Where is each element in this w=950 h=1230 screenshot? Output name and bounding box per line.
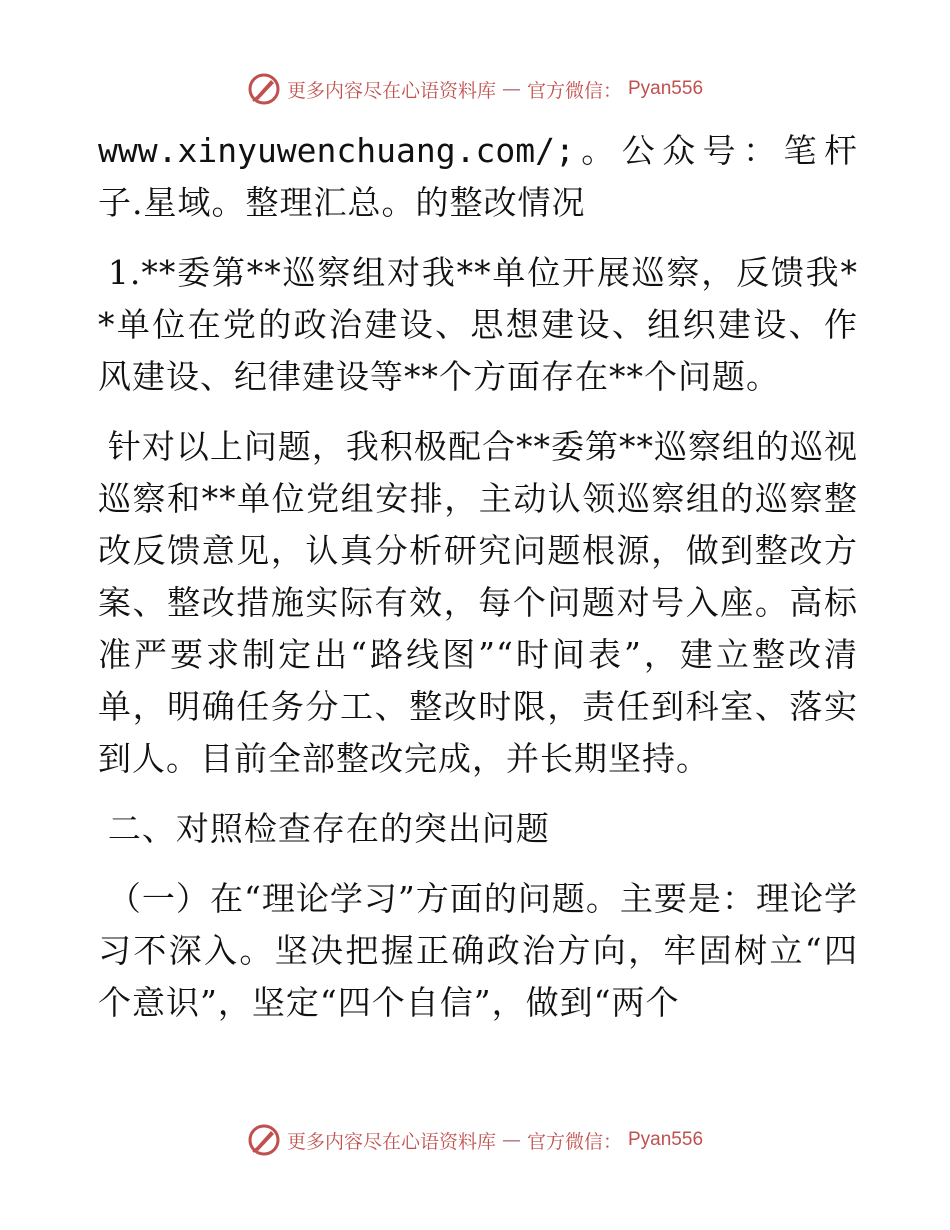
section-heading-2: 二、对照检查存在的突出问题 <box>107 809 550 848</box>
watermark-wechat-id: Pyan556 <box>628 78 704 99</box>
watermark-separator: — <box>501 1129 521 1151</box>
intro-text: 。公众号：笔杆子.星域。整理汇总。的整改情况 <box>98 131 858 222</box>
watermark-text: 更多内容尽在心语资料库 <box>286 79 496 102</box>
quill-logo-icon <box>247 1123 281 1157</box>
paragraph-2: 针对以上问题，我积极配合**委第**巡察组的巡视巡察和**单位党组安排，主动认领巡察组的巡察整改反馈意见，认真分析研究问题根源，做到整改方案、整改措施实际有效，每个问题对号入座。高标准严要求制定出“路线图”“时间表”，建立整改清单，明确任务分工、整改时限，责任到科室、落实到人。目前全部整改完成，并长期坚持。 <box>98 427 858 778</box>
watermark-separator: — <box>501 78 521 100</box>
intro-url: www.xinyuwenchuang.com/; <box>98 131 575 170</box>
intro-paragraph <box>98 125 858 229</box>
document-body <box>98 125 858 1029</box>
paragraph-1: 1.**委第**巡察组对我**单位开展巡察，反馈我**单位在党的政治建设、思想建设、组织建设、作风建设、纪律建设等**个方面存在**个问题。 <box>98 253 858 396</box>
watermark-wechat-label: 官方微信： <box>526 1130 622 1153</box>
paragraph-3: （一）在“理论学习”方面的问题。主要是：理论学习不深入。坚决把握正确政治方向，牢固树立“四个意识”，坚定“四个自信”，做到“两个 <box>98 879 858 1022</box>
header-watermark <box>0 72 950 106</box>
quill-logo-icon <box>247 72 281 106</box>
footer-watermark <box>0 1123 950 1157</box>
watermark-wechat-label: 官方微信： <box>526 79 622 102</box>
watermark-wechat-id: Pyan556 <box>628 1129 704 1150</box>
watermark-text: 更多内容尽在心语资料库 <box>286 1130 496 1153</box>
